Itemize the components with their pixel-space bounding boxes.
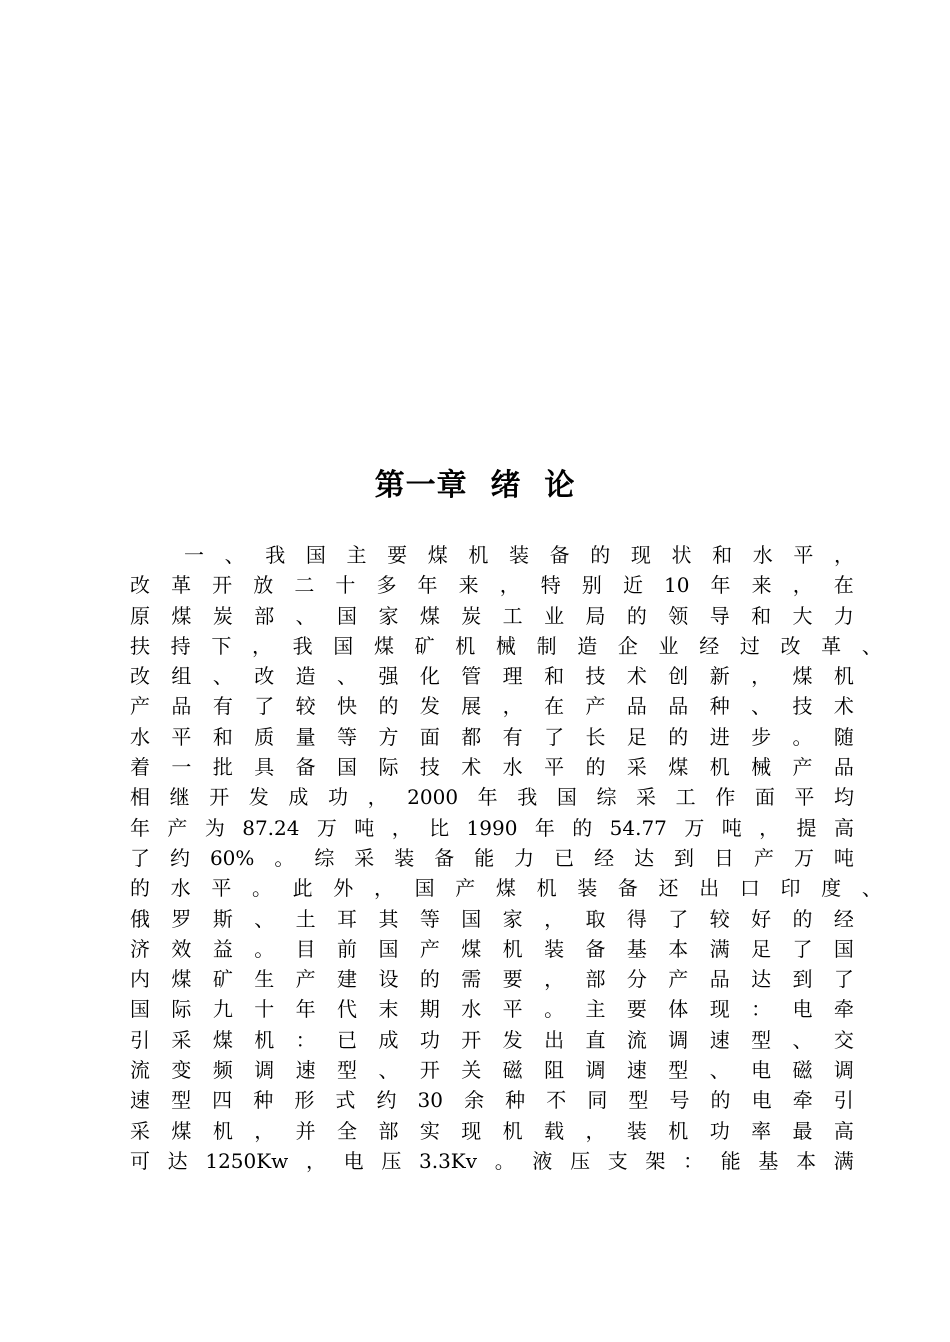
paragraph-line: 可 达 1250Kw ， 电 压 3.3Kv 。 液 压 支 架 ： 能 基 本 满 (130, 1148, 854, 1173)
chapter-title: 第一章 绪 论 (374, 468, 576, 503)
paragraph-line: 引 采 煤 机 ： 已 成 功 开 发 出 直 流 调 速 型 、 交 (130, 1027, 854, 1052)
paragraph-line: 水 平 和 质 量 等 方 面 都 有 了 长 足 的 进 步 。 随 (130, 724, 854, 749)
paragraph-line: 着 一 批 具 备 国 际 技 术 水 平 的 采 煤 机 械 产 品 (130, 755, 854, 780)
paragraph-line: 扶 持 下 ， 我 国 煤 矿 机 械 制 造 企 业 经 过 改 革 、 (130, 633, 882, 658)
paragraph-line: 了 约 60% 。 综 采 装 备 能 力 已 经 达 到 日 产 万 吨 (130, 845, 854, 870)
paragraph-line: 的 水 平 。 此 外 ， 国 产 煤 机 装 备 还 出 口 印 度 、 (130, 876, 882, 901)
paragraph-line: 内 煤 矿 生 产 建 设 的 需 要 ， 部 分 产 品 达 到 了 (130, 967, 854, 992)
chapter-body (130, 540, 890, 1176)
paragraph-line: 改 革 开 放 二 十 多 年 来 ， 特 别 近 10 年 来 ， 在 (130, 573, 854, 598)
paragraph-line: 流 变 频 调 速 型 、 开 关 磁 阻 调 速 型 、 电 磁 调 (130, 1058, 854, 1083)
paragraph-line: 一 、 我 国 主 要 煤 机 装 备 的 现 状 和 水 平 ， (184, 543, 854, 567)
paragraph-line: 年 产 为 87.24 万 吨 ， 比 1990 年 的 54.77 万 吨 ， 提 高 (130, 815, 854, 840)
paragraph-line: 俄 罗 斯 、 土 耳 其 等 国 家 ， 取 得 了 较 好 的 经 (130, 906, 854, 931)
paragraph-line: 相 继 开 发 成 功 ， 2000 年 我 国 综 采 工 作 面 平 均 (130, 785, 854, 810)
paragraph-line: 产 品 有 了 较 快 的 发 展 ， 在 产 品 品 种 、 技 术 (130, 694, 854, 719)
paragraph-line: 原 煤 炭 部 、 国 家 煤 炭 工 业 局 的 领 导 和 大 力 (130, 603, 854, 628)
paragraph-line: 速 型 四 种 形 式 约 30 余 种 不 同 型 号 的 电 牵 引 (130, 1088, 854, 1113)
paragraph-line: 采 煤 机 ， 并 全 部 实 现 机 载 ， 装 机 功 率 最 高 (130, 1118, 854, 1143)
paragraph-line: 济 效 益 。 目 前 国 产 煤 机 装 备 基 本 满 足 了 国 (130, 936, 854, 961)
paragraph-line: 国 际 九 十 年 代 末 期 水 平 。 主 要 体 现 ： 电 牵 (130, 997, 854, 1022)
paragraph-line: 改 组 、 改 造 、 强 化 管 理 和 技 术 创 新 ， 煤 机 (130, 664, 854, 689)
